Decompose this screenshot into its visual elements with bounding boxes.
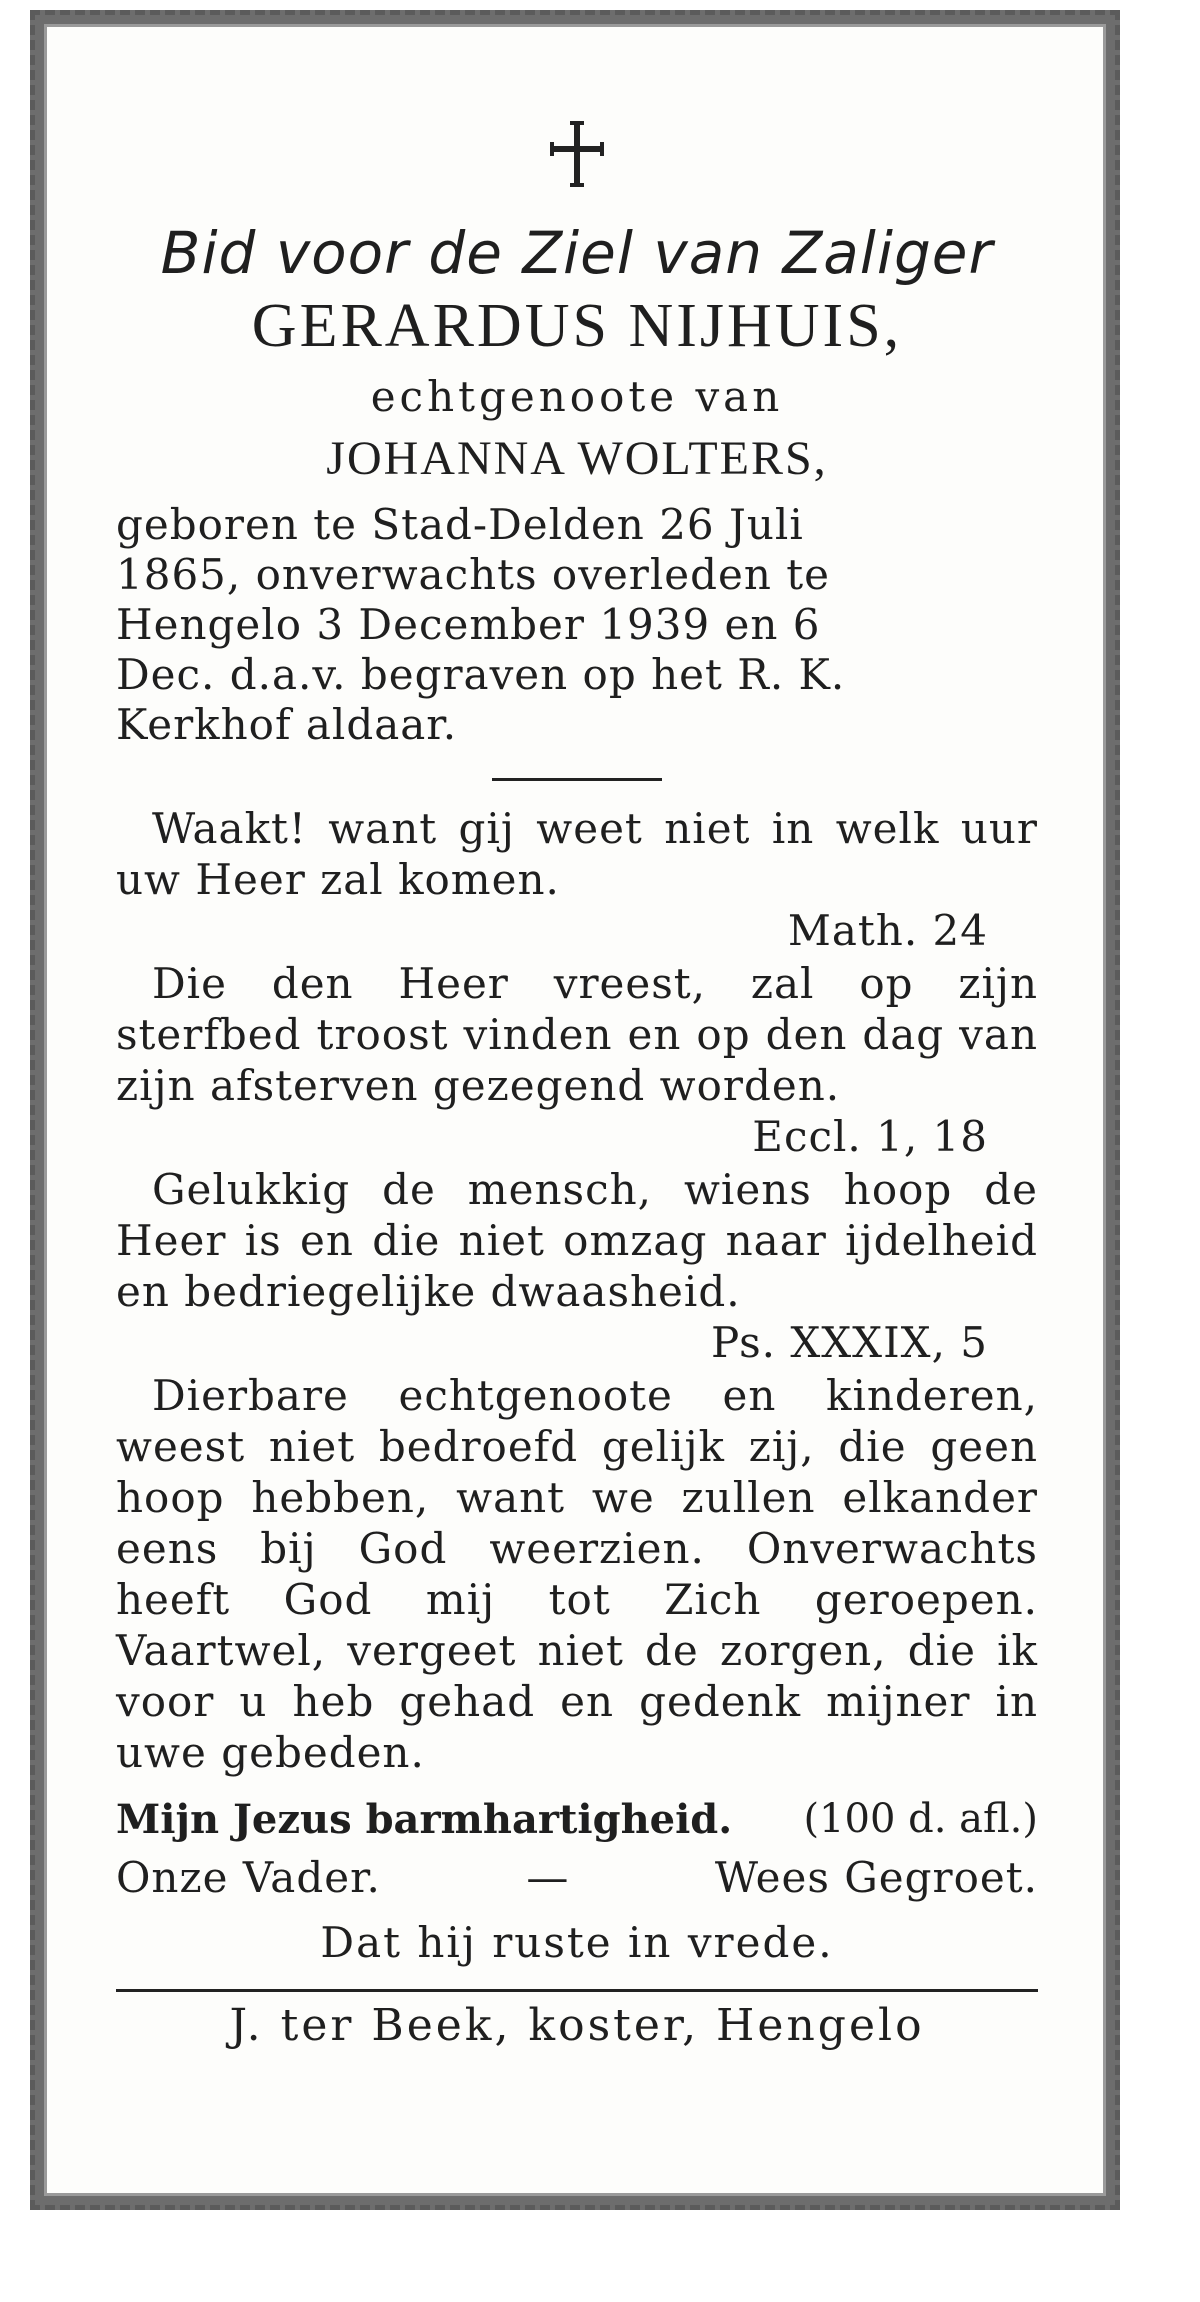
printer-line: J. ter Beek, koster, Hengelo <box>229 2000 925 2051</box>
bio-line: 1865, onverwachts overleden te <box>116 550 831 599</box>
prayer-separator: — <box>526 1853 570 1902</box>
indulgence-line <box>116 1796 1038 1843</box>
verse-text: Waakt! want gij weet niet in welk uur uw Heer zal komen. <box>116 804 1038 904</box>
prayer-left: Onze Vader. <box>116 1853 381 1902</box>
rest-in-peace: Dat hij ruste in vrede. <box>320 1918 834 1967</box>
verse <box>116 958 1038 1162</box>
spouse-intro: echtgenoote van <box>370 372 784 421</box>
footer-divider <box>116 1989 1038 1992</box>
deceased-name: GERARDUS NIJHUIS, <box>251 292 903 360</box>
cross-icon <box>542 119 612 189</box>
verse-reference: Ps. XXXIX, 5 <box>710 1318 988 1367</box>
bio-line: Hengelo 3 December 1939 en 6 <box>116 600 821 649</box>
opening-line: Bid voor de Ziel van Zaliger <box>160 219 994 287</box>
bio-line: Dec. d.a.v. begraven op het R. K. <box>116 650 846 699</box>
prayers-line <box>116 1853 1038 1902</box>
card-content <box>116 119 1038 2051</box>
verse-text: Die den Heer vreest, zal op zijn sterfbed troost vinden en op den dag van zijn afsterven gezegend worden. <box>116 959 1038 1110</box>
biography <box>116 500 1038 750</box>
memorial-card <box>30 10 1120 2210</box>
verse-reference: Math. 24 <box>787 906 988 955</box>
verse-text: Dierbare echtgenoote en kinderen, weest niet bedroefd gelijk zij, die geen hoop hebben, want we zullen elkander eens bij God weerzien. Onverwachts heeft God mij tot Zich geroepen. Vaartwel, vergeet niet de zorgen, die ik voor u heb gehad en gedenk mijner in uwe gebeden. <box>116 1371 1038 1777</box>
verse-text: Gelukkig de mensch, wiens hoop de Heer is en die niet omzag naar ijdelheid en bedriegelijke dwaasheid. <box>116 1165 1038 1316</box>
bio-line: geboren te Stad-Delden 26 Juli <box>116 500 804 549</box>
verse <box>116 1370 1038 1778</box>
divider <box>492 778 662 781</box>
indulgence-prayer: Mijn Jezus barmhartigheid. <box>116 1796 733 1843</box>
indulgence-note: (100 d. afl.) <box>803 1796 1038 1842</box>
bio-line: Kerkhof aldaar. <box>116 700 458 749</box>
prayer-right: Wees Gegroet. <box>714 1853 1038 1902</box>
verse-reference: Eccl. 1, 18 <box>752 1112 988 1161</box>
spouse-name: JOHANNA WOLTERS, <box>326 432 828 485</box>
verse <box>116 1164 1038 1368</box>
verse <box>116 803 1038 956</box>
